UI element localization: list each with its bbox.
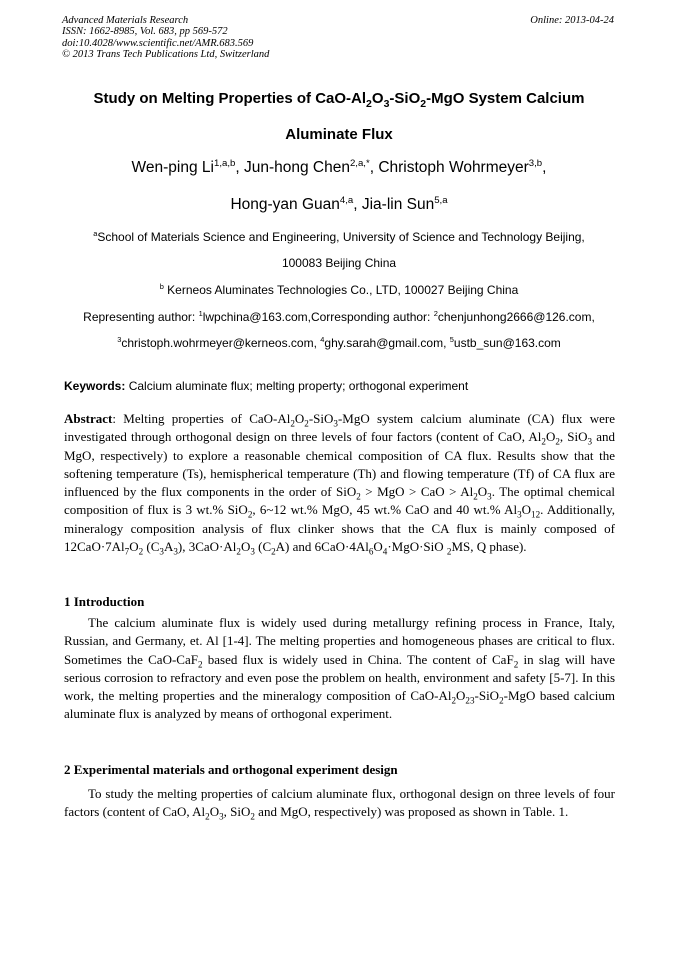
keywords-label: Keywords: [64, 379, 126, 393]
abstract: Abstract: Melting properties of CaO-$Al_2O_2-SiO_3$-MgO system calcium aluminate (CA) flux were investigated through orthogonal design on three levels of four factors (content of CaO, $Al_2O_2$, SiO$_3$ and MgO, respectively) to explore a reasonable chemical composition of CA flux. Results show that the softening temperature (Ts), hemispherical temperature (Th) and flowing temperature (Tf) of CA flux are influenced by the flux components in the order of SiO$_2$ > MgO > CaO > $Al_2O_3$. The optimal chemical composition of flux is 3 wt.% SiO$_2$, 6~12 wt.% MgO, 45 wt.% CaO and 40 wt.% $Al_3O_{12}$. Additionally, mineralogy composition analysis of flux clinker shows that the CA flux is mainly composed of $12CaO\cdot 7Al_7O_2$ $(C_3A_3)$, $3CaO\cdot Al_2O_3$ $(C_2A)$ and $6CaO\cdot 4Al_6O_4\cdot MgO\cdot SiO$ $_2$MS, Q phase). [64, 411, 615, 557]
authors-line-2: Hong-yan Guan$^{4,a}$, Jia-lin Sun$^{5,a}$ [230, 194, 448, 213]
journal-issn: ISSN: 1662-8985, Vol. 683, pp 569-572 [62, 26, 228, 38]
keywords [64, 379, 616, 393]
journal-copyright: © 2013 Trans Tech Publications Ltd, Switzerland [62, 48, 270, 60]
paper-title-line-2: Aluminate Flux [285, 126, 393, 143]
contact-line-2: $^3$christoph.wohrmeyer@kerneos.com, $^4$ghy.sarah@gmail.com, $^5$ustb_sun@163.com [117, 335, 561, 350]
affiliation-a-line-1: $^a$School of Materials Science and Engineering, University of Science and Technology Beijing, [93, 229, 585, 244]
contact-line-1: Representing author: $^1$lwpchina@163.com,Corresponding author: $^2$chenjunhong2666@126.com, [83, 309, 595, 324]
abstract-label: Abstract [64, 411, 113, 426]
affiliation-a-line-2: 100083 Beijing China [281, 256, 397, 270]
experimental-paragraph: To study the melting properties of calcium aluminate flux, orthogonal design on three levels of four factors (content of CaO, $Al_2O_3$, SiO$_2$ and MgO, respectively) was proposed as shown in Table. 1. [64, 786, 615, 822]
introduction-paragraph: The calcium aluminate flux is widely used during metallurgy refining process in France, Italy, Russian, and Germany, et. Al [1-4]. The melting properties and homogeneous phases are critical to flux. Sometimes the CaO-CaF$_2$ based flux is widely used in China. The content of CaF$_2$ in slag will have serious corrosion to refractory and even pose the problem on health, environment and safety [5-7]. In this work, the melting properties and the mineralogy composition of CaO-$Al_2O_{23}-SiO_2$-MgO based calcium aluminate flux is analyzed by means of orthogonal experiment. [64, 615, 615, 722]
journal-name: Advanced Materials Research [62, 15, 189, 26]
paper-title-line-1: Study on Melting Properties of CaO-$Al_2O_3-SiO_2$-MgO System Calcium [93, 90, 585, 110]
affiliation-b: $^b$ Kerneos Aluminates Technologies Co., LTD, 100027 Beijing China [159, 282, 519, 297]
journal-doi: doi:10.4028/www.scientific.net/AMR.683.569 [62, 37, 254, 49]
section-heading-experimental: 2 Experimental materials and orthogonal experiment design [64, 762, 398, 777]
journal-header [62, 15, 614, 60]
online-date: Online: 2013-04-24 [530, 15, 614, 26]
section-heading-introduction: 1 Introduction [64, 594, 145, 609]
keywords-text: Calcium aluminate flux; melting property; orthogonal experiment [125, 379, 469, 393]
authors-line-1: Wen-ping Li$^{1,a,b}$, Jun-hong Chen$^{2,a,*}$, Christoph Wohrmeyer$^{3,b}$, [131, 157, 547, 176]
